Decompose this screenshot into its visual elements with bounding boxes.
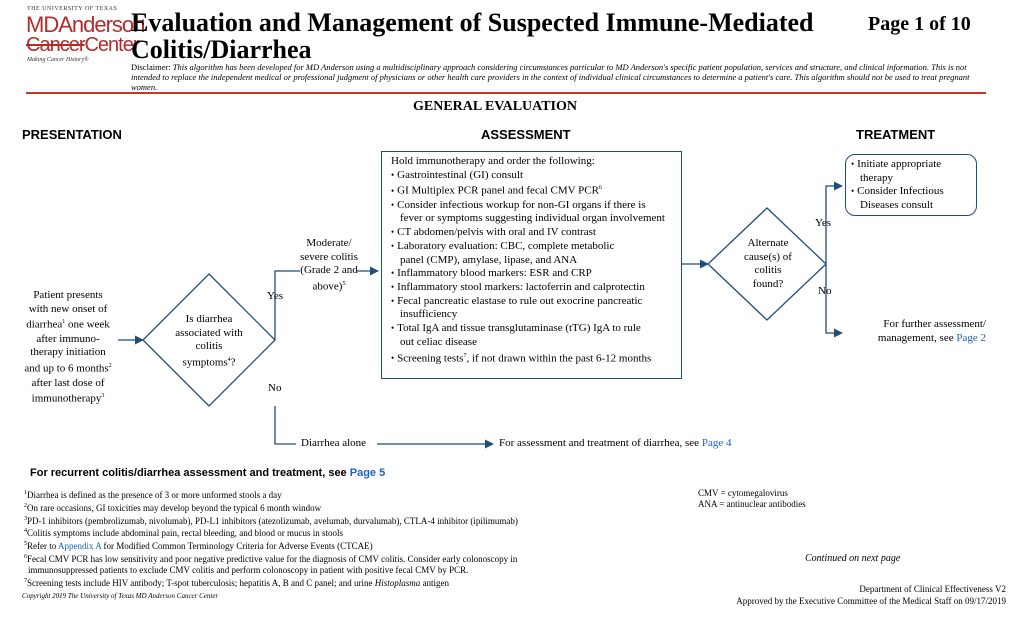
text-six-months: and up to 6 months	[24, 362, 109, 375]
page-number: Page 1 of 10	[868, 13, 971, 35]
title-line-2: Colitis/Diarrhea	[131, 35, 312, 64]
text-above: above)	[312, 280, 343, 293]
logo-university-text: THE UNIVERSITY OF TEXAS	[27, 6, 118, 12]
footnote-text: On rare occasions, GI toxicities may develop beyond the typical 6 month window	[27, 502, 322, 513]
further-line-2	[846, 332, 986, 346]
line-no-branch	[275, 406, 296, 444]
assessment-item-iga	[391, 322, 681, 336]
assessment-item-text: Inflammatory blood markers: ESR and CRP	[397, 267, 592, 280]
assessment-intro: Hold immunotherapy and order the following:	[391, 155, 595, 167]
footnote-2	[24, 501, 624, 514]
abbrev-ana: ANA = antinuclear antibodies	[698, 498, 806, 509]
footnote-1	[24, 488, 624, 501]
presentation-text	[14, 289, 122, 407]
footnote-ref-3: 3	[101, 393, 105, 400]
footnote-5	[24, 539, 624, 552]
severity-line-3: (Grade 2 and	[300, 264, 358, 277]
abbreviations	[698, 488, 806, 510]
presentation-line-7: after last dose of	[31, 376, 105, 389]
diarrhea-alone-label: Diarrhea alone	[301, 437, 367, 449]
assessment-item-blood-markers	[391, 267, 681, 281]
page-2-link[interactable]: Page 2	[956, 331, 986, 344]
presentation-line-8	[14, 390, 122, 406]
assessment-item-text: panel (CMP), amylase, lipase, and ANA	[400, 253, 578, 266]
severity-line-2: severe colitis	[300, 250, 358, 263]
footnote-7	[24, 576, 624, 589]
logo-tagline: Making Cancer History®	[27, 57, 89, 63]
footnote-text: Screening tests include HIV antibody; T-spot tuberculosis; hepatitis A, B and C panel; and urine	[27, 577, 375, 588]
footnote-ref-4: 4	[227, 357, 231, 364]
assessment-item-text: out celiac disease	[400, 335, 477, 348]
severity-line-4	[284, 278, 374, 294]
treatment-text: Initiate appropriate	[857, 158, 942, 170]
assessment-item-elastase	[391, 295, 681, 309]
footnote-text: antigen	[420, 577, 450, 588]
logo-mdanderson: MDAnderson	[26, 12, 145, 37]
decision1-line-3: colitis	[195, 340, 223, 353]
decision-colitis-text	[160, 313, 258, 370]
presentation-line-3	[14, 316, 122, 332]
title-line-1: Evaluation and Management of Suspected Immune-Mediated	[131, 8, 814, 37]
assessment-item-text: Screening tests	[397, 352, 464, 365]
decision2-line-3: colitis	[754, 264, 782, 277]
text-diarrhea: diarrhea	[26, 319, 63, 332]
recurrent-text: For recurrent colitis/diarrhea assessment and treatment, see	[30, 467, 350, 479]
footnote-ref-1: 1	[62, 319, 66, 326]
department: Department of Clinical Effectiveness V2	[859, 584, 1006, 594]
footnote-6	[24, 552, 624, 565]
assessment-item-text: CT abdomen/pelvis with oral and IV contrast	[397, 226, 596, 239]
presentation-line-1: Patient presents	[33, 289, 103, 301]
assessment-item-screening	[391, 350, 681, 366]
decision-alternate-cause-text	[725, 237, 811, 292]
text-one-week: one week	[65, 319, 110, 332]
decision1-line-2: associated with	[175, 326, 243, 339]
text-symptoms: symptoms	[182, 356, 228, 369]
disclaimer-label: Disclaimer:	[131, 62, 171, 72]
text-immunotherapy: immunotherapy	[31, 392, 102, 405]
footnote-text: PD-1 inhibitors (pembrolizumab, nivolumab), PD-L1 inhibitors (atezolizumab, avelumab, durvalumab), CTLA-4 inhibitor (ipilimumab)	[27, 515, 518, 526]
treatment-box	[845, 154, 977, 216]
footnote-ref-2: 2	[108, 363, 112, 370]
footnote-6-cont	[24, 565, 624, 576]
assessment-item-text: insufficiency	[400, 308, 458, 321]
footnote-text: for Modified Common Terminology Criteria for Adverse Events (CTCAE)	[101, 541, 373, 552]
fn-num: 3	[24, 515, 27, 522]
column-header-presentation: PRESENTATION	[22, 127, 122, 142]
footnote-italic: Histoplasma	[374, 577, 421, 588]
decision1-line-4	[160, 354, 258, 370]
decision2-line-2: cause(s) of	[744, 250, 792, 263]
fn-num: 5	[24, 541, 27, 548]
assessment-item-text: Inflammatory stool markers: lactoferrin and calprotectin	[397, 280, 645, 293]
yes-label-2: Yes	[815, 217, 832, 229]
assessment-item-text: GI Multiplex PCR panel and fecal CMV PCR	[397, 185, 599, 198]
recurrent-reference	[30, 467, 385, 479]
diarrhea-ref-text: For assessment and treatment of diarrhea, see	[499, 437, 702, 449]
no-label-2: No	[818, 285, 832, 297]
fn-num: 7	[24, 577, 27, 584]
column-header-treatment: TREATMENT	[856, 127, 936, 142]
logo-center-word: Center	[84, 34, 139, 56]
footnote-ref-5: 5	[342, 281, 346, 288]
presentation-line-2: with new onset of	[28, 302, 108, 315]
presentation-line-6	[14, 360, 122, 376]
footnote-ref-7: 7	[463, 352, 467, 359]
assessment-item-pcr	[391, 182, 681, 198]
treatment-item-initiate-cont	[851, 172, 976, 186]
treatment-text: Consider Infectious	[857, 185, 944, 198]
severity-text	[284, 237, 374, 294]
footnote-3	[24, 514, 624, 527]
section-title: GENERAL EVALUATION	[412, 99, 578, 114]
footnote-text: Colitis symptoms include abdominal pain, rectal bleeding, and blood or mucus in stools	[27, 528, 343, 539]
abbrev-cmv: CMV = cytomegalovirus	[698, 488, 788, 498]
assessment-item-text: Fecal pancreatic elastase to rule out exocrine pancreatic	[397, 294, 643, 307]
fn-num: 1	[24, 490, 27, 496]
assessment-item-stool-markers	[391, 281, 681, 295]
decision2-line-1: Alternate	[747, 237, 789, 249]
assessment-item-gi-consult	[391, 169, 681, 183]
text-question-mark: ?	[230, 356, 236, 369]
decision1-line-1: Is diarrhea	[185, 313, 233, 325]
assessment-item-text: Laboratory evaluation: CBC, complete metabolic	[397, 239, 615, 252]
assessment-item-text: fever or symptoms suggesting individual organ involvement	[400, 212, 665, 225]
page-5-link[interactable]: Page 5	[349, 467, 386, 479]
decision2-line-4: found?	[752, 278, 784, 291]
assessment-item-lab-cont	[391, 254, 681, 268]
presentation-line-5: therapy initiation	[30, 346, 106, 359]
assessment-item-iga-cont	[391, 336, 681, 350]
treatment-text: therapy	[860, 171, 893, 184]
copyright: Copyright 2019 The University of Texas MD Anderson Cancer Center	[22, 592, 219, 600]
footnote-4	[24, 526, 624, 539]
disclaimer-text: This algorithm has been developed for MD Anderson using a multidisciplinary approach considering circumstances particular to MD Anderson's specific patient population, services and structure, and clinical information. This is not intended to replace the independent medical or professional judgment of physicians or other health care providers in the context of individual clinical circumstances to determine a patient's care. This algorithm should not be used to treat pregnant women.	[131, 62, 970, 92]
assessment-box	[381, 151, 682, 379]
diarrhea-reference	[499, 437, 731, 451]
severity-line-1: Moderate/	[306, 237, 352, 249]
fn-num: 2	[24, 502, 27, 509]
footnote-ref-6: 6	[598, 185, 602, 192]
fn-num: 6	[24, 553, 27, 560]
fn-num: 4	[24, 528, 27, 535]
footnote-text: Diarrhea is defined as the presence of 3 or more unformed stools a day	[27, 490, 282, 500]
appendix-a-link[interactable]: Appendix A	[58, 541, 102, 552]
footnote-text: Refer to	[27, 541, 58, 552]
assessment-item-text: Consider infectious workup for non-GI organs if there is	[397, 198, 646, 211]
treatment-text: Diseases consult	[860, 199, 934, 212]
presentation-line-4: after immuno-	[36, 332, 100, 345]
yes-label-1: Yes	[267, 290, 284, 302]
assessment-item-elastase-cont	[391, 308, 681, 322]
footnotes	[24, 488, 624, 588]
treatment-item-id-consult	[851, 185, 976, 199]
assessment-item-text: Gastrointestinal (GI) consult	[397, 168, 524, 181]
assessment-item-infectious-workup	[391, 199, 681, 213]
footnote-text: immunosuppressed patients to exclude CMV colitis and perform colonoscopy in patient with positive fecal CMV by PCR.	[28, 564, 469, 575]
assessment-item-text: , if not drawn within the past 6-12 months	[466, 352, 652, 365]
assessment-item-text: Total IgA and tissue transglutaminase (tTG) IgA to rule	[397, 322, 641, 335]
column-header-assessment: ASSESSMENT	[481, 127, 571, 142]
further-line-1: For further assessment/	[883, 318, 986, 330]
logo-cancer-word: Cancer	[26, 34, 85, 56]
continued-note: Continued on next page	[805, 553, 901, 564]
treatment-item-id-consult-cont	[851, 199, 976, 213]
approval: Approved by the Executive Committee of the Medical Staff on 09/17/2019	[736, 596, 1006, 606]
no-label-1: No	[268, 382, 282, 394]
assessment-item-infectious-workup-cont	[391, 212, 681, 226]
further-text: management, see	[877, 331, 957, 344]
assessment-item-ct	[391, 226, 681, 240]
footnote-text: Fecal CMV PCR has low sensitivity and poor negative predictive value for the diagnosis of CMV colitis. Consider early colonoscopy in	[27, 553, 518, 564]
page-4-link[interactable]: Page 4	[701, 437, 732, 449]
further-management-text	[846, 318, 986, 345]
treatment-item-initiate	[851, 158, 976, 172]
assessment-item-lab	[391, 240, 681, 254]
